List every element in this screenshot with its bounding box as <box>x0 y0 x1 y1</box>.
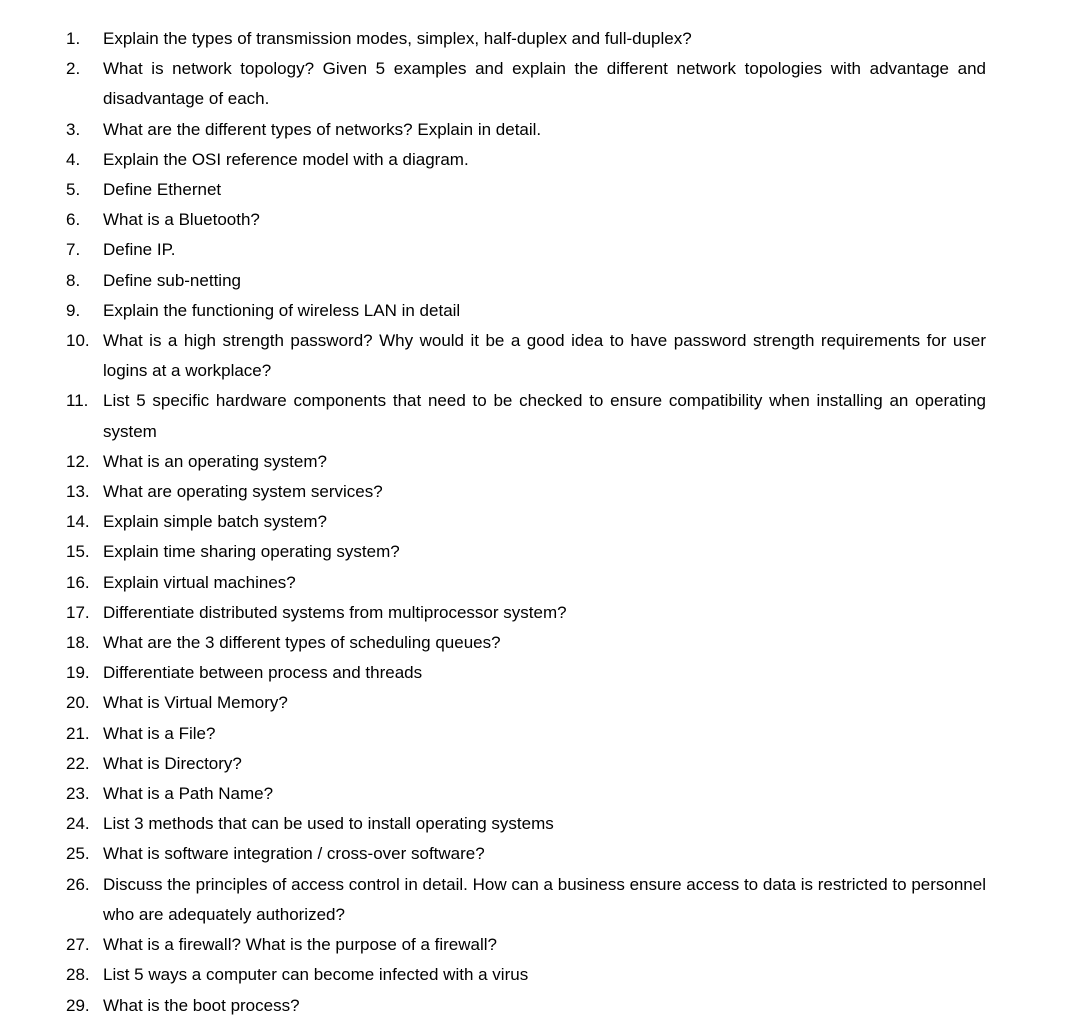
question-number: 9. <box>66 300 81 320</box>
question-item <box>66 749 986 779</box>
question-text: Define sub-netting <box>103 270 241 290</box>
question-number: 20. <box>66 693 90 713</box>
question-text: What is software integration / cross-over software? <box>103 844 485 864</box>
question-text: List 5 specific hardware components that need to be checked to ensure compatibility when installing an operating system <box>103 391 986 441</box>
question-number: 19. <box>66 663 90 683</box>
question-text: Explain virtual machines? <box>103 572 296 592</box>
question-number: 7. <box>66 240 81 260</box>
question-text: Explain the OSI reference model with a diagram. <box>103 149 469 169</box>
question-item <box>66 658 986 688</box>
question-text: What is the boot process? <box>103 995 300 1015</box>
question-item <box>66 54 986 114</box>
question-item <box>66 628 986 658</box>
question-item <box>66 960 986 990</box>
question-number: 18. <box>66 633 90 653</box>
question-number: 6. <box>66 210 81 230</box>
question-number: 5. <box>66 180 81 200</box>
question-number: 17. <box>66 602 90 622</box>
question-number: 12. <box>66 451 90 471</box>
question-item <box>66 930 986 960</box>
question-number: 14. <box>66 512 90 532</box>
question-number: 1. <box>66 29 81 48</box>
question-item <box>66 870 986 930</box>
question-item <box>66 205 986 235</box>
question-number: 25. <box>66 844 90 864</box>
question-text: What is a Path Name? <box>103 784 274 804</box>
question-text: Explain simple batch system? <box>103 512 327 532</box>
question-item <box>66 266 986 296</box>
question-item <box>66 839 986 869</box>
question-number: 26. <box>66 874 90 894</box>
question-number: 15. <box>66 542 90 562</box>
question-number: 16. <box>66 572 90 592</box>
question-item <box>66 809 986 839</box>
question-number: 23. <box>66 784 90 804</box>
question-item <box>66 175 986 205</box>
question-number: 27. <box>66 935 90 955</box>
question-item <box>66 326 986 386</box>
question-text: Explain the types of transmission modes, simplex, half-duplex and full-duplex? <box>103 29 692 48</box>
question-item <box>66 719 986 749</box>
question-text: What is Virtual Memory? <box>103 693 288 713</box>
question-text: What is an operating system? <box>103 451 327 471</box>
question-number: 10. <box>66 331 90 351</box>
question-item <box>66 598 986 628</box>
question-item <box>66 779 986 809</box>
question-text: What is network topology? Given 5 examples and explain the different network topologies with advantage and disadvantage of each. <box>103 59 986 109</box>
question-item <box>66 145 986 175</box>
question-text: What is a firewall? What is the purpose of a firewall? <box>103 935 498 955</box>
question-list <box>66 24 986 1021</box>
question-item <box>66 568 986 598</box>
question-text: What is a Bluetooth? <box>103 210 260 230</box>
question-text: Differentiate between process and threads <box>103 663 423 683</box>
question-number: 28. <box>66 965 90 985</box>
question-number: 4. <box>66 149 81 169</box>
question-text: Explain time sharing operating system? <box>103 542 400 562</box>
question-text: Discuss the principles of access control in detail. How can a business ensure access to data is restricted to personnel who are adequately authorized? <box>103 874 986 924</box>
question-item <box>66 537 986 567</box>
question-number: 24. <box>66 814 90 834</box>
question-number: 11. <box>66 391 89 411</box>
question-item <box>66 507 986 537</box>
question-text: What are the different types of networks? Explain in detail. <box>103 119 542 139</box>
question-text: List 3 methods that can be used to install operating systems <box>103 814 554 834</box>
question-number: 29. <box>66 995 90 1015</box>
question-text: What are operating system services? <box>103 482 383 502</box>
question-number: 8. <box>66 270 81 290</box>
question-text: Differentiate distributed systems from multiprocessor system? <box>103 602 567 622</box>
question-number: 3. <box>66 119 81 139</box>
question-number: 22. <box>66 753 90 773</box>
question-item <box>66 991 986 1021</box>
question-text: Define IP. <box>103 240 176 260</box>
question-number: 13. <box>66 482 90 502</box>
question-item <box>66 386 986 446</box>
question-text: List 5 ways a computer can become infected with a virus <box>103 965 529 985</box>
question-item <box>66 24 986 54</box>
question-text: What is a File? <box>103 723 216 743</box>
question-text: What is a high strength password? Why would it be a good idea to have password strength requirements for user logins at a workplace? <box>103 331 986 381</box>
question-text: Explain the functioning of wireless LAN in detail <box>103 300 461 320</box>
question-item <box>66 447 986 477</box>
question-item <box>66 115 986 145</box>
question-number: 21. <box>66 723 90 743</box>
question-number: 2. <box>66 59 81 79</box>
question-item <box>66 296 986 326</box>
question-item <box>66 688 986 718</box>
question-text: What is Directory? <box>103 753 242 773</box>
question-item <box>66 235 986 265</box>
question-item <box>66 477 986 507</box>
question-text: Define Ethernet <box>103 180 222 200</box>
question-text: What are the 3 different types of scheduling queues? <box>103 633 501 653</box>
